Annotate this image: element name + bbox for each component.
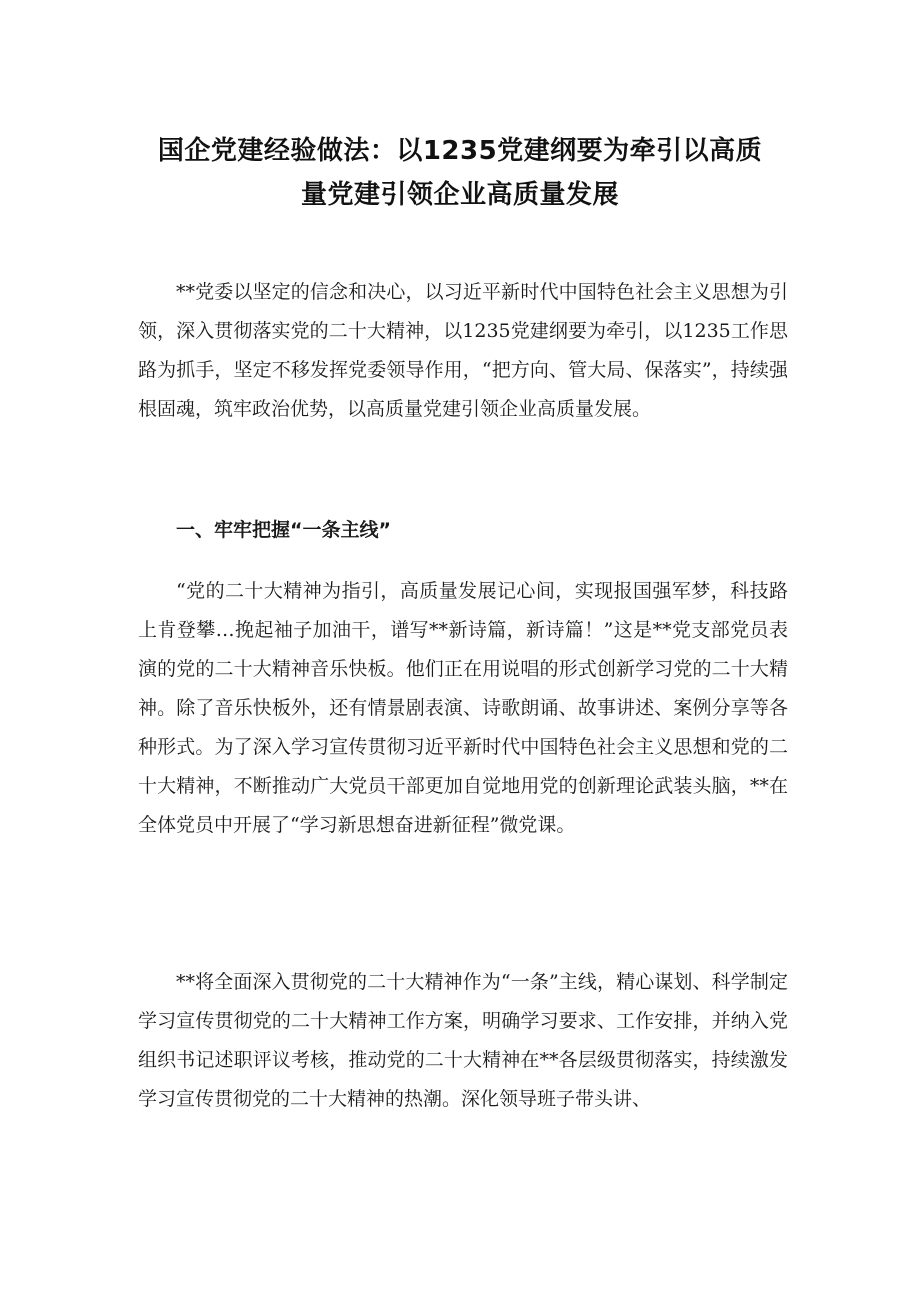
document-title [110,129,810,217]
section-heading: 一、牢牢把握“一条主线” [176,519,391,541]
title-line-2: 量党建引领企业高质量发展 [300,180,619,211]
body-paragraph: **将全面深入贯彻党的二十大精神作为“一条”主线，精心谋划、科学制定学习宣传贯彻党的二十大精神工作方案，明确学习要求、工作安排，并纳入党组织书记述职评议考核，推动党的二十大精神在**各层级贯彻落实，持续激发学习宣传贯彻党的二十大精神的热潮。深化领导班子带头讲、 [138,971,788,1110]
intro-paragraph: **党委以坚定的信念和决心，以习近平新时代中国特色社会主义思想为引领，深入贯彻落实党的二十大精神，以1235党建纲要为牵引，以1235工作思路为抓手，坚定不移发挥党委领导作用，“把方向、管大局、保落实”，持续强根固魂，筑牢政治优势，以高质量党建引领企业高质量发展。 [138,281,788,420]
title-line-1: 国企党建经验做法：以1235党建纲要为牵引以高质 [157,136,763,167]
body-paragraph: “党的二十大精神为指引，高质量发展记心间，实现报国强军梦，科技路上肯登攀…挽起袖子加油干，谱写**新诗篇，新诗篇！”这是**党支部党员表演的党的二十大精神音乐快板。他们正在用说唱的形式创新学习党的二十大精神。除了音乐快板外，还有情景剧表演、诗歌朗诵、故事讲述、案例分享等各种形式。为了深入学习宣传贯彻习近平新时代中国特色社会主义思想和党的二十大精神，不断推动广大党员干部更加自觉地用党的创新理论武装头脑，**在全体党员中开展了“学习新思想奋进新征程”微党课。 [138,580,788,836]
